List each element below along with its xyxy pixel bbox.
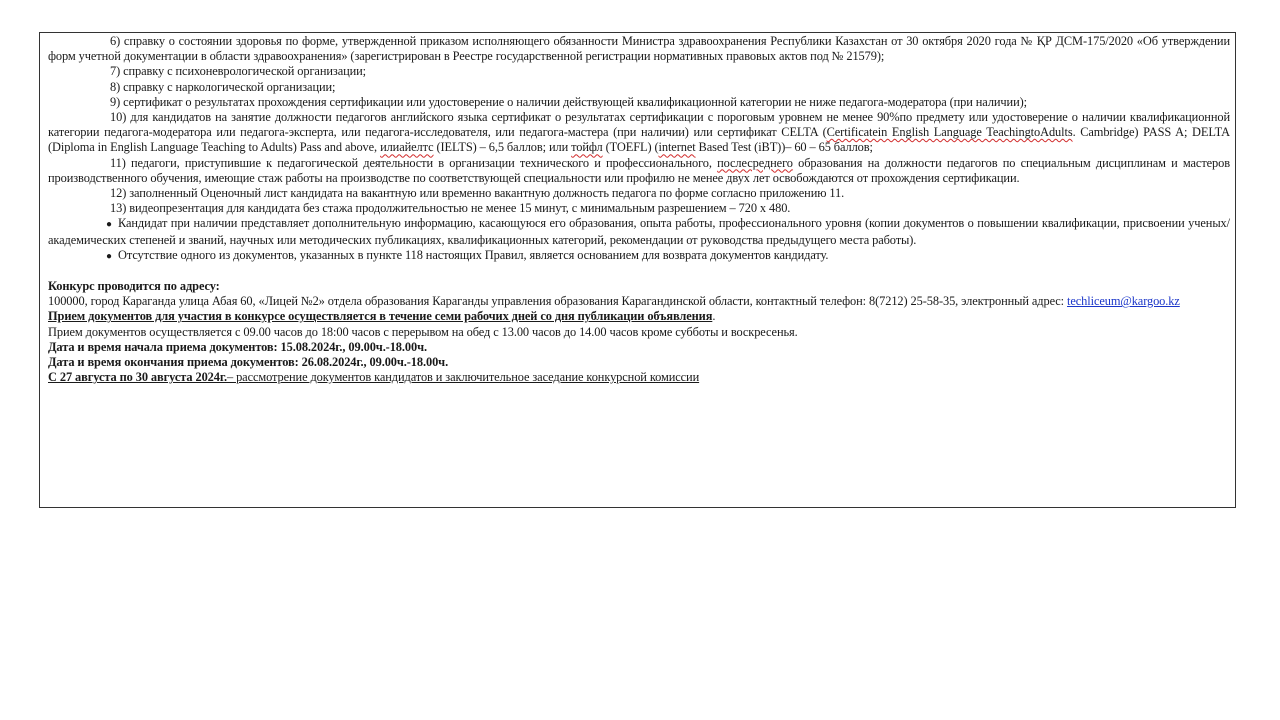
item-11: 11) педагоги, приступившие к педагогической деятельности в организации технического и профессионального, послесреднего образования на должности педагогов по специальным дисциплинам и мастеров производственного обучения, имеющие стаж работы на производстве по соответствующей специальности или профилю не менее двух лет освобождаются от прохождения сертификации.: [48, 155, 1230, 185]
end-date: Дата и время окончания приема документов: 26.08.2024г., 09.00ч.-18.00ч.: [48, 355, 449, 370]
review-period: С 27 августа по 30 августа 2024г.– рассмотрение документов кандидатов и заключительное заседание конкурсной комиссии: [48, 370, 700, 385]
spellcheck-word: Certificatein English Language TeachingtoAdults: [826, 125, 1073, 140]
contest-heading: Конкурс проводится по адресу:: [48, 279, 220, 294]
item-9: 9) сертификат о результатах прохождения сертификации или удостоверение о наличии действующей квалификационной категории не ниже педагога-модератора (при наличии);: [110, 94, 1027, 109]
start-date: Дата и время начала приема документов: 15.08.2024г., 09.00ч.-18.00ч.: [48, 339, 427, 354]
reception-hours: Прием документов осуществляется с 09.00 часов до 18:00 часов с перерывом на обед с 13.00 часов до 14.00 часов кроме субботы и воскресенья.: [48, 324, 798, 339]
bullet-additional-info: ● Кандидат при наличии представляет дополнительную информацию, касающуюся его образования, опыта работы, профессионального уровня (копии документов о повышении квалификации, присвоении ученых/академических степеней и званий, научных или методических публикациях, квалификационных категорий, рекомендации от руководства предыдущего места работы).: [48, 216, 1230, 247]
email-link[interactable]: techliceum@kargoo.kz: [1067, 294, 1180, 309]
spellcheck-word: internet: [658, 140, 696, 155]
item-8: 8) справку с наркологической организации;: [110, 79, 336, 94]
contest-address: 100000, город Караганда улица Абая 60, «Лицей №2» отдела образования Караганды управления образования Карагандинской области, контактный телефон: 8(7212) 25-58-35, электронный адрес: techliceum@kargoo.kz: [48, 294, 1180, 309]
item-7: 7) справку с психоневрологической организации;: [110, 64, 367, 79]
spellcheck-word: илиайелтс: [380, 140, 434, 155]
item-10: 10) для кандидатов на занятие должности педагогов английского языка сертификат о результатах сертификации с пороговым уровнем не менее 90%по предмету или удостоверение о наличии квалификационной категории педагога-модератора или педагога-эксперта, или педагога-исследователя, или педагога-мастера (при наличии) или сертификат CELTA (Certificatein English Language TeachingtoAdults. Cambridge) PASS A; DELTA (Diploma in English Language Teaching to Adults) Pass and above, илиайелтс (IELTS) – 6,5 баллов; или тойфл (TOEFL) (internet Based Test (iBT))– 60 – 65 баллов;: [48, 110, 1230, 155]
bullet-icon: ●: [106, 219, 112, 231]
document-body: [48, 34, 1230, 385]
item-12: 12) заполненный Оценочный лист кандидата на вакантную или временно вакантную должность педагога по форме согласно приложению 11.: [110, 186, 845, 201]
deadline-notice: Прием документов для участия в конкурсе осуществляется в течение семи рабочих дней со дня публикации объявления.: [48, 309, 716, 324]
item-6: 6) справку о состоянии здоровья по форме, утвержденной приказом исполняющего обязанности Министра здравоохранения Республики Казахстан от 30 октября 2020 года № ҚР ДСМ-175/2020 «Об утверждении форм учетной документации в области здравоохранения» (зарегистрирован в Реестре государственной регистрации нормативных правовых актов под № 21579);: [48, 34, 1230, 64]
spellcheck-word: послесреднего: [717, 155, 793, 170]
bullet-icon: ●: [106, 250, 112, 262]
spellcheck-word: тойфл: [571, 140, 603, 155]
bullet-missing-docs: ● Отсутствие одного из документов, указанных в пункте 118 настоящих Правил, является основанием для возврата документов кандидату.: [48, 248, 1230, 264]
item-13: 13) видеопрезентация для кандидата без стажа продолжительностью не менее 15 минут, с минимальным разрешением – 720 x 480.: [110, 201, 791, 216]
